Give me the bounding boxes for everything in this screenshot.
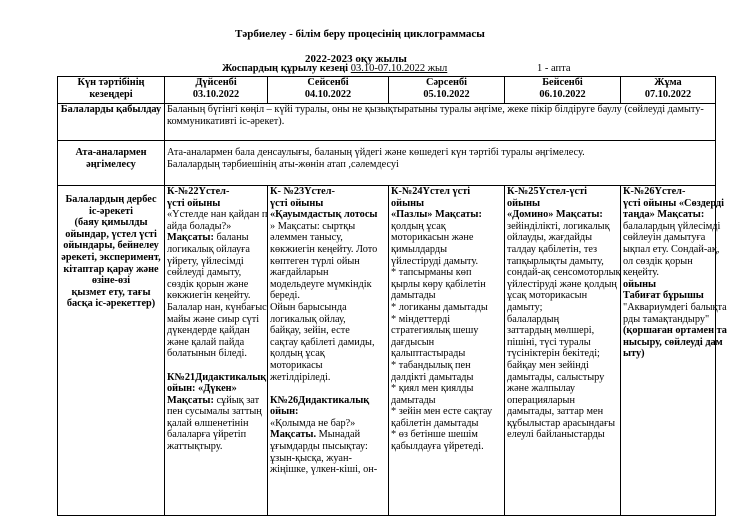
activity-line: қырлы көру қабілетін — [391, 278, 486, 290]
activity-line: жіңішке, үлкен-кіші, он- — [270, 464, 378, 476]
row-content-line: Ата-аналармен бала денсаулығы, баланың үйдегі және көшедегі күн тәртібі туралы әңгімелесу. — [167, 147, 585, 158]
activity-line: логикалық ойлауға — [167, 243, 250, 255]
header-stage-cell — [58, 77, 165, 104]
activity-line: ойыны — [507, 197, 541, 209]
row-label-line: әңгімелесу — [86, 158, 136, 170]
activity-line: ұғымдарды пысықтау: — [270, 441, 368, 453]
activity-line: көкжиегін кеңейту. — [167, 290, 251, 302]
activity-line: * өз бетінше шешім — [391, 429, 478, 441]
activity-line: елеулі байланыстарды — [507, 429, 605, 441]
activity-line: береді. — [270, 290, 300, 302]
activity-line: ұзын-қысқа, жуан- — [270, 452, 352, 464]
activity-line: зейінділікті, логикалық — [507, 220, 610, 232]
activity-line: Балалар нан, күнбағыс — [167, 301, 267, 313]
activity-line — [167, 360, 265, 372]
cyclogram-table — [57, 76, 727, 516]
header-day-monday — [165, 77, 268, 104]
activity-line: тапқырлықты дамыту, — [507, 255, 604, 267]
activity-line: сақтау қабілеті дамиды, — [270, 336, 375, 348]
row-content-line: Балалардың тәрбиешінің аты-жөнін атап ,сәлемдесуі — [167, 158, 399, 170]
activity-line: қабылдауға үйретеді. — [391, 441, 484, 453]
plan-period-value: 03.10-07.10.2022 жыл — [350, 63, 448, 74]
activity-tuesday — [268, 186, 389, 516]
activity-line: К№21Дидактикалық — [167, 371, 267, 383]
activity-friday — [621, 186, 727, 516]
activity-line: К-№26Үстел- — [623, 186, 686, 197]
activity-line: қолдың ұсақ — [391, 220, 446, 232]
activity-line: қабілетін дамытады — [391, 417, 479, 429]
activity-line: «Үстелде нан қайдан п — [167, 209, 268, 221]
activity-line: болатынын біледі. — [167, 348, 247, 360]
activity-line: * табандылық пен — [391, 359, 471, 371]
activity-line: К-№24Үстел үсті — [391, 186, 471, 197]
activity-line: К№26Дидактикалық — [270, 394, 370, 406]
activity-line: ойыны — [623, 278, 657, 290]
activity-line: жетілдіріледі. — [270, 371, 331, 383]
day-name: Дүйсенбі — [195, 77, 237, 88]
plan-period-line — [222, 63, 447, 75]
day-name: Жұма — [654, 77, 682, 88]
activity-line: ойлауды, жағдайды — [507, 232, 593, 244]
activity-line: К- №23Үстел- — [270, 186, 335, 197]
activity-line: "Аквариумдегі балықта — [623, 301, 727, 313]
header-day-thursday — [505, 77, 621, 104]
activity-line: нысыру, сөйлеуді дам — [623, 336, 723, 348]
day-name: Сәрсенбі — [426, 77, 467, 88]
activity-line: рды тамақтандыру" — [623, 313, 710, 325]
activity-line: түсініктерін бекітеді; — [507, 348, 600, 360]
activity-line: дамыту; — [507, 301, 543, 313]
activity-line: және жалпылау — [507, 383, 576, 395]
header-stage-line: Күн тәртібінің — [77, 77, 145, 88]
activity-line: байқау мен зейінді — [507, 359, 589, 371]
activity-line: балалардың — [507, 313, 560, 325]
activity-line: сондай-ақ сенсомоторлық — [507, 267, 621, 279]
activity-line: үсті ойыны — [167, 197, 221, 209]
activity-monday — [165, 186, 268, 516]
row-label-line: кітаптар қарау және — [63, 263, 159, 275]
activity-line: моторикасын және — [391, 232, 474, 244]
row-receive-content — [165, 104, 716, 141]
activity-line: * тапсырманы көп — [391, 267, 472, 279]
activity-line: сөйлеуді дамыту, — [167, 267, 242, 279]
activity-line — [270, 383, 386, 395]
activity-line: балаларға үйретіп — [167, 429, 247, 441]
day-date: 04.10.2022 — [304, 88, 352, 100]
activity-line: кеңейту. — [623, 267, 659, 279]
row-activity-label — [58, 186, 165, 516]
activity-line: Мақсаты. Мынадай — [270, 429, 361, 441]
activity-line: * міндеттерді — [391, 313, 451, 325]
row-label-line: ойындары, бейнелеу — [63, 240, 159, 252]
row-label-line: Ата-аналармен — [75, 147, 147, 158]
row-receive-children — [58, 104, 716, 141]
activity-line: үсті ойыны — [270, 197, 324, 209]
page-title: Тәрбиелеу - білім беру процесінің циклограммасы — [235, 28, 485, 40]
activity-line: ойыны — [391, 197, 425, 209]
activity-line: К-№22Үстел- — [167, 186, 230, 197]
activity-line: талдау қабілетін, тез — [507, 243, 598, 255]
row-label-line: қызмет ету, тағы — [71, 286, 151, 298]
row-content-line: коммуникативті іс-әрекет). — [167, 115, 285, 127]
row-label-line: әрекеті, эксперимент, — [61, 251, 161, 263]
header-day-tuesday — [268, 77, 389, 104]
activity-line: құбылыстар арасындағы — [507, 417, 616, 429]
activity-line: К-№25Үстел-үсті — [507, 186, 588, 197]
activity-line: * логиканы дамытады — [391, 301, 488, 313]
activity-line: үйлестіруді және қолдың — [507, 278, 617, 290]
activity-line: Ойын барысында — [270, 301, 347, 313]
activity-thursday — [505, 186, 621, 516]
row-receive-label — [58, 104, 165, 141]
activity-line: жағдайларын — [270, 267, 329, 279]
activity-line: пішіні, түсі туралы — [507, 336, 591, 348]
activity-line: үсті ойыны «Сөздерді — [623, 197, 725, 209]
activity-line: дамытады, заттар мен — [507, 406, 604, 418]
activity-line: айда болады?» — [167, 220, 232, 232]
activity-line: дүкендерде қайдан — [167, 325, 250, 337]
row-parents-content — [165, 141, 716, 186]
activity-line: ыту) — [623, 348, 645, 360]
day-date: 06.10.2022 — [539, 88, 586, 100]
activity-line: қалай өлшенетінін — [167, 417, 249, 429]
plan-period-label: Жоспардың құрылу кезеңі — [222, 63, 349, 74]
activity-line: дамытады — [391, 394, 436, 406]
activity-line: қолдың ұсақ — [270, 348, 325, 360]
day-date: 07.10.2022 — [644, 88, 692, 100]
row-label-line: Балалардың дербес — [65, 194, 157, 205]
activity-line: «Домино» Мақсаты: — [507, 209, 603, 221]
activity-line: және қалай пайда — [167, 336, 245, 348]
activity-wednesday — [389, 186, 505, 516]
row-content-line: Баланың бүгінгі көңіл – күйі туралы, оны не қызықтыратыны туралы әңгіме, жеке пікір білдіруге баулу (сөйлеудi дамыту- — [167, 104, 704, 115]
activity-line: көкжиегін кеңейту. Лото — [270, 243, 378, 255]
activity-line: «Қолымда не бар?» — [270, 417, 356, 429]
activity-line: қалыптастырады — [391, 348, 466, 360]
activity-line: ойын: «Дүкен» — [167, 383, 237, 395]
activity-line: ықпал ету. Сондай-ақ, — [623, 243, 720, 255]
activity-line: «Пазлы» Мақсаты: — [391, 209, 482, 221]
activity-line: көптеген түрлі ойын — [270, 255, 360, 267]
activity-line: модельдеуге мүмкіндік — [270, 278, 372, 290]
activity-line: » Мақсаты: сыртқы — [270, 220, 356, 232]
activity-line: дамытады, салыстыру — [507, 371, 605, 383]
activity-line: сөйлеуін дамытуға — [623, 232, 706, 244]
activity-line: ойын: — [270, 406, 299, 418]
row-label-line: өзіне-өзі — [91, 275, 131, 287]
header-row — [58, 77, 716, 104]
activity-line: логикалық ойлау, — [270, 313, 346, 325]
activity-line: стратегиялық шешу — [391, 325, 479, 337]
activity-line: сөздік қорын және — [167, 278, 249, 290]
activity-line: жаттықтыру. — [167, 441, 223, 453]
row-label-line: іс-әрекеті — [89, 205, 133, 217]
header-day-friday — [621, 77, 716, 104]
day-date: 03.10.2022 — [192, 88, 240, 100]
activity-line: әлеммен таныcу, — [270, 232, 343, 244]
row-label-line: (баяу қимылды — [74, 217, 148, 229]
activity-line: ол сөздік қорын — [623, 255, 693, 267]
activity-line: (қоршаған ортамен та — [623, 325, 727, 337]
activity-line: дамытады — [391, 290, 436, 302]
activity-line: Табиғат бұрышы — [623, 290, 704, 302]
row-parents-label — [58, 141, 165, 186]
activity-line: Мақсаты: сұйық зат — [167, 394, 260, 406]
academic-year: 2022-2023 оқу жылы — [305, 53, 407, 65]
day-date: 05.10.2022 — [423, 88, 470, 100]
row-label-line: басқа іс-әрекеттер) — [66, 298, 156, 310]
activity-line: ұсақ моторикасын — [507, 290, 588, 302]
activity-line: * қиял мен қиялды — [391, 383, 474, 395]
activity-line: моторикасы — [270, 359, 323, 371]
row-independent-activity — [58, 186, 716, 516]
activity-line: қимылдарды — [391, 243, 448, 255]
activity-line: дағдысын — [391, 336, 435, 348]
activity-line: таңда» Мақсаты: — [623, 209, 705, 221]
activity-line: майы және сиыр сүті — [167, 313, 260, 325]
activity-line: Мақсаты: баланы — [167, 232, 249, 244]
row-label-text: Балаларды қабылдау — [60, 104, 162, 115]
activity-line: балалардың үйлесімді — [623, 220, 721, 232]
header-stage-line: кезеңдері — [89, 88, 133, 100]
day-name: Сейсенбі — [307, 77, 349, 88]
activity-line: үйлестіруді дамыту. — [391, 255, 479, 267]
activity-line: заттардың мөлшері, — [507, 325, 595, 337]
activity-line: дәлдікті дамытады — [391, 371, 474, 383]
row-label-line: ойындар, үстел үсті — [65, 228, 157, 240]
row-parents-talk — [58, 141, 716, 186]
week-label: 1 - апта — [537, 63, 571, 74]
activity-line: «Қауымдастық лотосы — [270, 209, 378, 221]
header-day-wednesday — [389, 77, 505, 104]
activity-line: * зейін мен есте сақтау — [391, 406, 493, 418]
activity-line: үйрету, үйлесімді — [167, 255, 244, 267]
day-name: Бейсенбі — [542, 77, 583, 88]
activity-line: операцияларын — [507, 394, 575, 406]
activity-line: байқау, зейін, есте — [270, 325, 350, 337]
activity-line: пен сусымалы заттың — [167, 406, 262, 418]
